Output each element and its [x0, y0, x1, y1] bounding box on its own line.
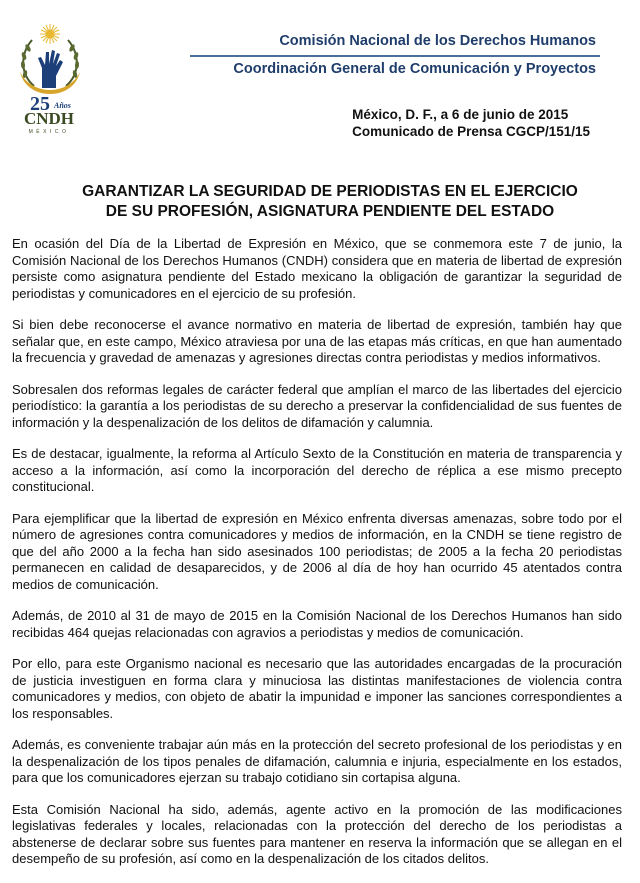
logo-acronym: CNDH: [23, 109, 75, 128]
headline-line-2: DE SU PROFESIÓN, ASIGNATURA PENDIENTE DEL ESTADO: [105, 203, 555, 220]
cndh-emblem-icon: [10, 22, 88, 134]
cndh-logo: [10, 22, 88, 134]
paragraph: Además, de 2010 al 31 de mayo de 2015 en la Comisión Nacional de los Derechos Humanos han sido recibidas 464 quejas relacionadas con agravios a periodistas y medios de comunicación.: [12, 608, 622, 640]
paragraph: Esta Comisión Nacional ha sido, además, agente activo en la promoción de las modificaciones legislativas federales y locales, relacionadas con la protección del derecho de los periodistas a abstenerse de declarar sobre sus fuentes para mantener en reserva la información que se allegan en el desempeño de su profesión, así como en la despenalización de los citados delitos.: [12, 801, 622, 866]
organization-header: [190, 32, 600, 78]
anniversary-word: Años: [54, 101, 71, 110]
paragraph: Por ello, para este Organismo nacional es necesario que las autoridades encargadas de la procuración de justicia investiguen en forma clara y minuciosa las distintas manifestaciones de violencia contra comunicadores y medios, con objeto de abatir la impunidad e imponer las sanciones correspondientes a los responsables.: [12, 656, 622, 721]
anniversary-number: 25: [30, 93, 50, 115]
release-number: Comunicado de Prensa CGCP/151/15: [352, 124, 590, 139]
paragraph: Además, es conveniente trabajar aún más en la protección del secreto profesional de los periodistas y en la despenalización de los tipos penales de difamación, calumnia e injuria, especialmente en los estados, para que los comunicadores ejerzan su trabajo cotidiano sin cortapisa alguna.: [12, 737, 622, 785]
paragraph: Es de destacar, igualmente, la reforma al Artículo Sexto de la Constitución en materia de transparencia y acceso a la información, así como la incorporación del derecho de réplica a ese mismo precepto constitucional.: [12, 446, 622, 494]
headline-line-1: GARANTIZAR LA SEGURIDAD DE PERIODISTAS EN EL EJERCICIO: [82, 183, 578, 200]
paragraph: Si bien debe reconocerse el avance normativo en materia de libertad de expresión, también hay que señalar que, en este campo, México atraviesa por una de las etapas más críticas, en que han aumentado la frecuencia y gravedad de amenazas y agresiones directas contra periodistas y medios informativos.: [12, 317, 622, 365]
department-name: Coordinación General de Comunicación y Proyectos: [233, 61, 596, 77]
raised-hand-icon: [38, 50, 63, 88]
organization-name: Comisión Nacional de los Derechos Humanos: [279, 33, 596, 49]
press-release-body: [12, 236, 622, 883]
paragraph: En ocasión del Día de la Libertad de Expresión en México, que se conmemora este 7 de junio, la Comisión Nacional de los Derechos Humanos (CNDH) considera que en materia de libertad de expresión persiste como asignatura pendiente del Estado mexicano la obligación de garantizar la seguridad de periodistas y comunicadores en el ejercicio de su profesión.: [12, 236, 622, 301]
dateline: [352, 106, 590, 140]
header-divider: [190, 55, 600, 57]
press-release-headline: [40, 182, 620, 222]
paragraph: Para ejemplificar que la libertad de expresión en México enfrenta diversas amenazas, sobre todo por el número de agresiones contra comunicadores y medios de información, en la CNDH se tiene registro de que del año 2000 a la fecha han sido asesinados 100 periodistas; de 2005 a la fecha 20 periodistas permanecen en calidad de desaparecidos, y de 2006 al día de hoy han ocurrido 45 atentados contra medios de comunicación.: [12, 510, 622, 592]
sun-icon: [40, 24, 60, 44]
place-date: México, D. F., a 6 de junio de 2015: [352, 107, 569, 122]
paragraph: Sobresalen dos reformas legales de carácter federal que amplían el marco de las libertades del ejercicio periodístico: la garantía a los periodistas de su derecho a preservar la confidencialidad de sus fuentes de información y la despenalización de los delitos de difamación y calumnia.: [12, 381, 622, 430]
logo-country: MÉXICO: [28, 129, 70, 134]
